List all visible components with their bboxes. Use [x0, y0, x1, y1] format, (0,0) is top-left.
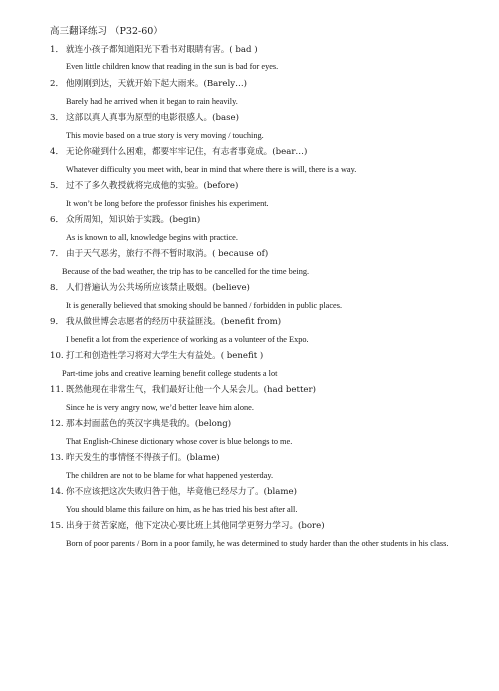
item-number: 1． [50, 45, 65, 55]
item-number: 3． [50, 113, 65, 123]
item-number: 12. [50, 419, 64, 429]
english-translation: You should blame this failure on him, as he has tried his best after all. [66, 505, 298, 514]
english-translation: This movie based on a true story is very moving / touching. [66, 131, 264, 140]
chinese-sentence: 就连小孩子都知道阳光下看书对眼睛有害。( bad ) [66, 45, 258, 55]
chinese-sentence: 出身于贫苦家庭，他下定决心要比班上其他同学更努力学习。(bore) [66, 521, 325, 531]
item-number: 6． [50, 215, 65, 225]
item-number: 5． [50, 181, 65, 191]
item-number: 9． [50, 317, 65, 327]
chinese-sentence: 我从做世博会志愿者的经历中获益匪浅。(benefit from) [66, 317, 282, 327]
page-title: 高三翻译练习 （P32-60） [50, 26, 163, 37]
chinese-sentence: 你不应该把这次失败归咎于他，毕竟他已经尽力了。(blame) [66, 487, 297, 497]
english-translation: Whatever difficulty you meet with, bear in mind that where there is will, there is a way. [66, 165, 357, 174]
item-number: 10. [50, 351, 64, 361]
item-number: 7． [50, 249, 65, 259]
english-translation: Because of the bad weather, the trip has to be cancelled for the time being. [62, 267, 310, 276]
english-translation: Since he is very angry now, we’d better leave him alone. [66, 403, 254, 412]
english-translation: Barely had he arrived when it began to rain heavily. [66, 97, 238, 106]
english-translation: Part-time jobs and creative learning benefit college students a lot [62, 369, 278, 378]
chinese-sentence: 既然他现在非常生气，我们最好让他一个人呆会儿。(had better) [66, 385, 316, 395]
english-translation: That English-Chinese dictionary whose cover is blue belongs to me. [66, 437, 293, 446]
chinese-sentence: 这部以真人真事为原型的电影很感人。(base) [66, 113, 239, 123]
item-number: 14. [50, 487, 64, 497]
chinese-sentence: 过不了多久教授就将完成他的实验。(before) [66, 181, 239, 191]
english-translation: It won’t be long before the professor finishes his experiment. [66, 199, 269, 208]
item-number: 11. [50, 385, 64, 395]
chinese-sentence: 无论你碰到什么困难，都要牢牢记住，有志者事竟成。(bear…) [66, 147, 308, 157]
english-translation: Born of poor parents / Born in a poor family, he was determined to study harder than the other students in his class. [66, 539, 449, 548]
item-number: 2． [50, 79, 65, 89]
item-number: 4． [50, 147, 65, 157]
english-translation: I benefit a lot from the experience of working as a volunteer of the Expo. [66, 335, 309, 344]
chinese-sentence: 众所周知，知识始于实践。(begin) [66, 215, 201, 225]
item-number: 15. [50, 521, 64, 531]
chinese-sentence: 昨天发生的事情怪不得孩子们。(blame) [66, 453, 220, 463]
chinese-sentence: 人们普遍认为公共场所应该禁止吸烟。(believe) [66, 283, 250, 293]
english-translation: As is known to all, knowledge begins with practice. [66, 233, 238, 242]
chinese-sentence: 由于天气恶劣，旅行不得不暂时取消。( because of) [66, 249, 269, 259]
english-translation: It is generally believed that smoking should be banned / forbidden in public places. [66, 301, 343, 310]
chinese-sentence: 打工和创造性学习将对大学生大有益处。( benefit ) [66, 351, 264, 361]
chinese-sentence: 那本封面蓝色的英汉字典是我的。(belong) [66, 419, 232, 429]
item-number: 13. [50, 453, 64, 463]
item-number: 8． [50, 283, 65, 293]
chinese-sentence: 他刚刚到达，天就开始下起大雨来。(Barely…) [66, 79, 248, 89]
english-translation: The children are not to be blame for what happened yesterday. [66, 471, 274, 480]
english-translation: Even little children know that reading in the sun is bad for eyes. [66, 62, 279, 71]
